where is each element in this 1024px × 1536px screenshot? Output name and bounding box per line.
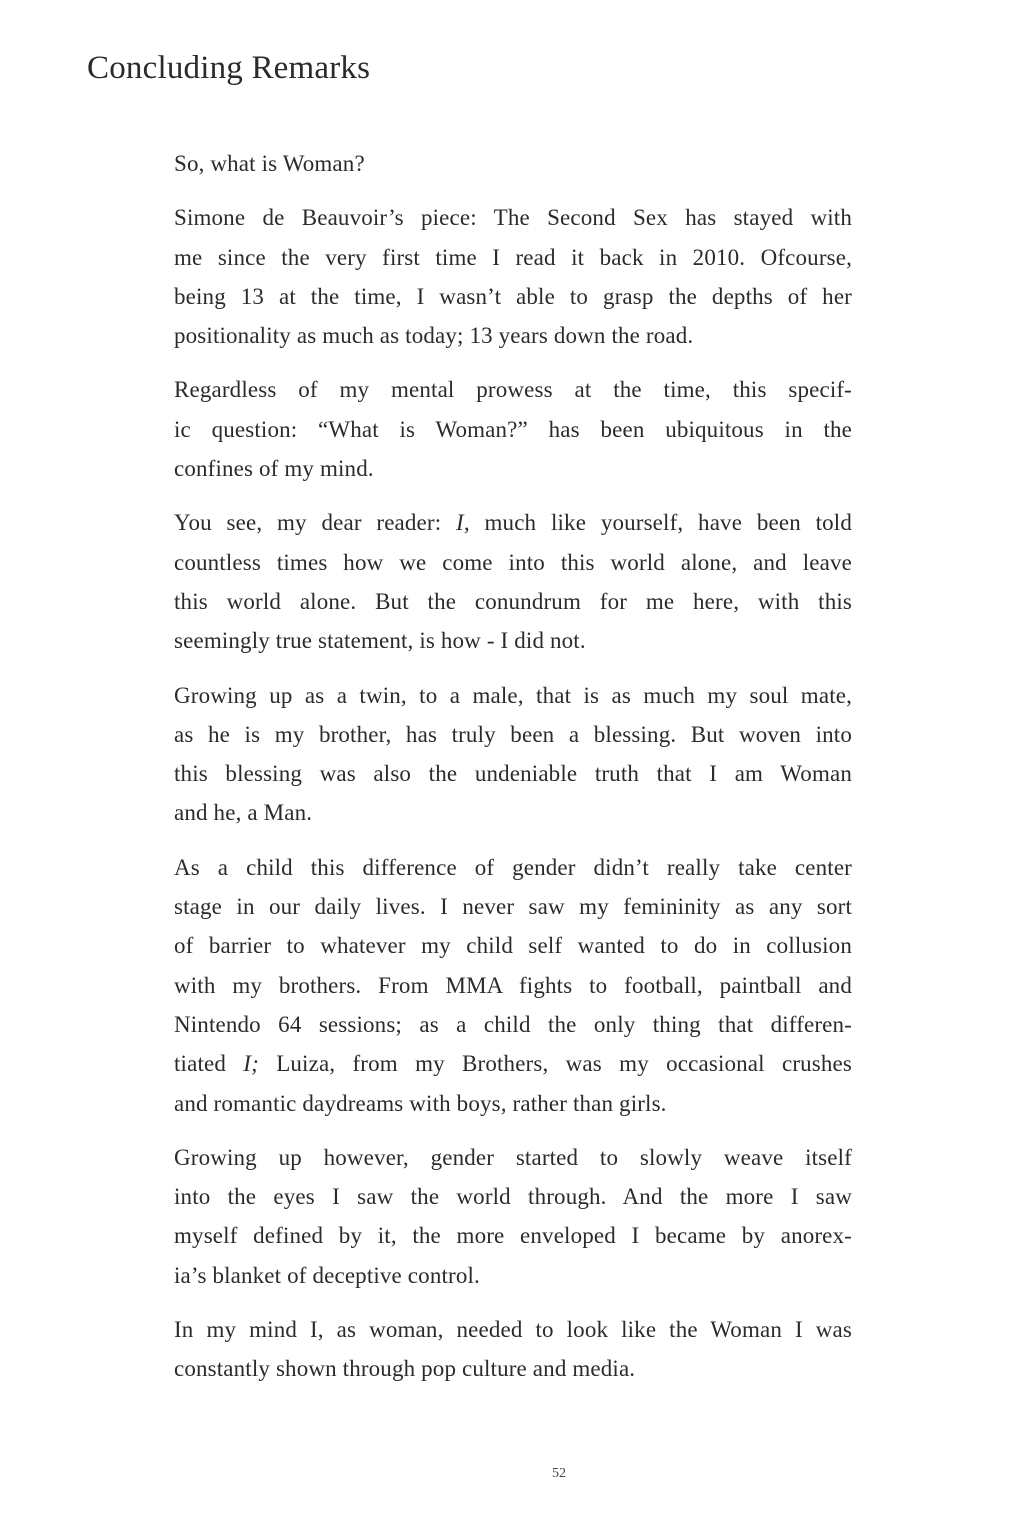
text-segment: Luiza, from my Brothers, was my occasional crushes: [258, 1051, 853, 1077]
paragraph-6: [174, 848, 852, 1123]
text-line: [174, 1044, 852, 1083]
text-line: ic question: “What is Woman?” has been ubiquitous in the: [174, 416, 852, 442]
text-line: seemingly true statement, is how - I did not.: [174, 628, 586, 654]
text-line: myself defined by it, the more enveloped I became by anorex-: [174, 1223, 852, 1249]
paragraph-1: [174, 144, 852, 183]
paragraph-5: [174, 676, 852, 833]
text-line: and romantic daydreams with boys, rather than girls.: [174, 1090, 667, 1116]
paragraph-8: [174, 1310, 852, 1389]
text-line: Growing up however, gender started to slowly weave itself: [174, 1144, 852, 1170]
text-line: this world alone. But the conundrum for me here, with this: [174, 588, 852, 614]
text-segment: You see, my dear reader:: [174, 510, 457, 536]
body-text: [174, 144, 852, 1404]
text-line: and he, a Man.: [174, 800, 313, 826]
page-number: 52: [552, 1466, 566, 1481]
text-line: stage in our daily lives. I never saw my femininity as any sort: [174, 894, 852, 920]
text-segment: tiated: [174, 1051, 244, 1077]
text-line: as he is my brother, has truly been a blessing. But woven into: [174, 721, 852, 747]
text-line: with my brothers. From MMA fights to football, paintball and: [174, 972, 852, 998]
text-line: Regardless of my mental prowess at the time, this specif-: [174, 377, 852, 403]
text-line: positionality as much as today; 13 years down the road.: [174, 323, 694, 349]
paragraph-4: [174, 503, 852, 660]
text-line: ia’s blanket of deceptive control.: [174, 1262, 480, 1288]
text-line: Growing up as a twin, to a male, that is as much my soul mate,: [174, 682, 852, 708]
text-line: Nintendo 64 sessions; as a child the only thing that differen-: [174, 1011, 852, 1037]
text-line: of barrier to whatever my child self wanted to do in collusion: [174, 933, 852, 959]
page-title: Concluding Remarks: [87, 50, 371, 86]
italic-pronoun: I,: [456, 510, 470, 536]
text-line: In my mind I, as woman, needed to look like the Woman I was: [174, 1317, 852, 1343]
paragraph-3: [174, 370, 852, 488]
text-line: confines of my mind.: [174, 456, 374, 482]
text-line: Simone de Beauvoir’s piece: The Second Sex has stayed with: [174, 205, 852, 231]
text-line: [174, 503, 852, 542]
text-line: As a child this difference of gender didn’t really take center: [174, 854, 852, 880]
text-segment: much like yourself, have been told: [469, 510, 852, 536]
text-line: So, what is Woman?: [174, 151, 365, 176]
paragraph-2: [174, 198, 852, 355]
text-line: constantly shown through pop culture and media.: [174, 1356, 636, 1382]
text-line: this blessing was also the undeniable truth that I am Woman: [174, 761, 852, 787]
text-line: being 13 at the time, I wasn’t able to grasp the depths of her: [174, 283, 852, 309]
paragraph-7: [174, 1138, 852, 1295]
text-line: me since the very first time I read it back in 2010. Ofcourse,: [174, 244, 852, 270]
text-line: countless times how we come into this world alone, and leave: [174, 549, 852, 575]
text-line: into the eyes I saw the world through. And the more I saw: [174, 1184, 852, 1210]
italic-pronoun: I;: [243, 1051, 259, 1077]
